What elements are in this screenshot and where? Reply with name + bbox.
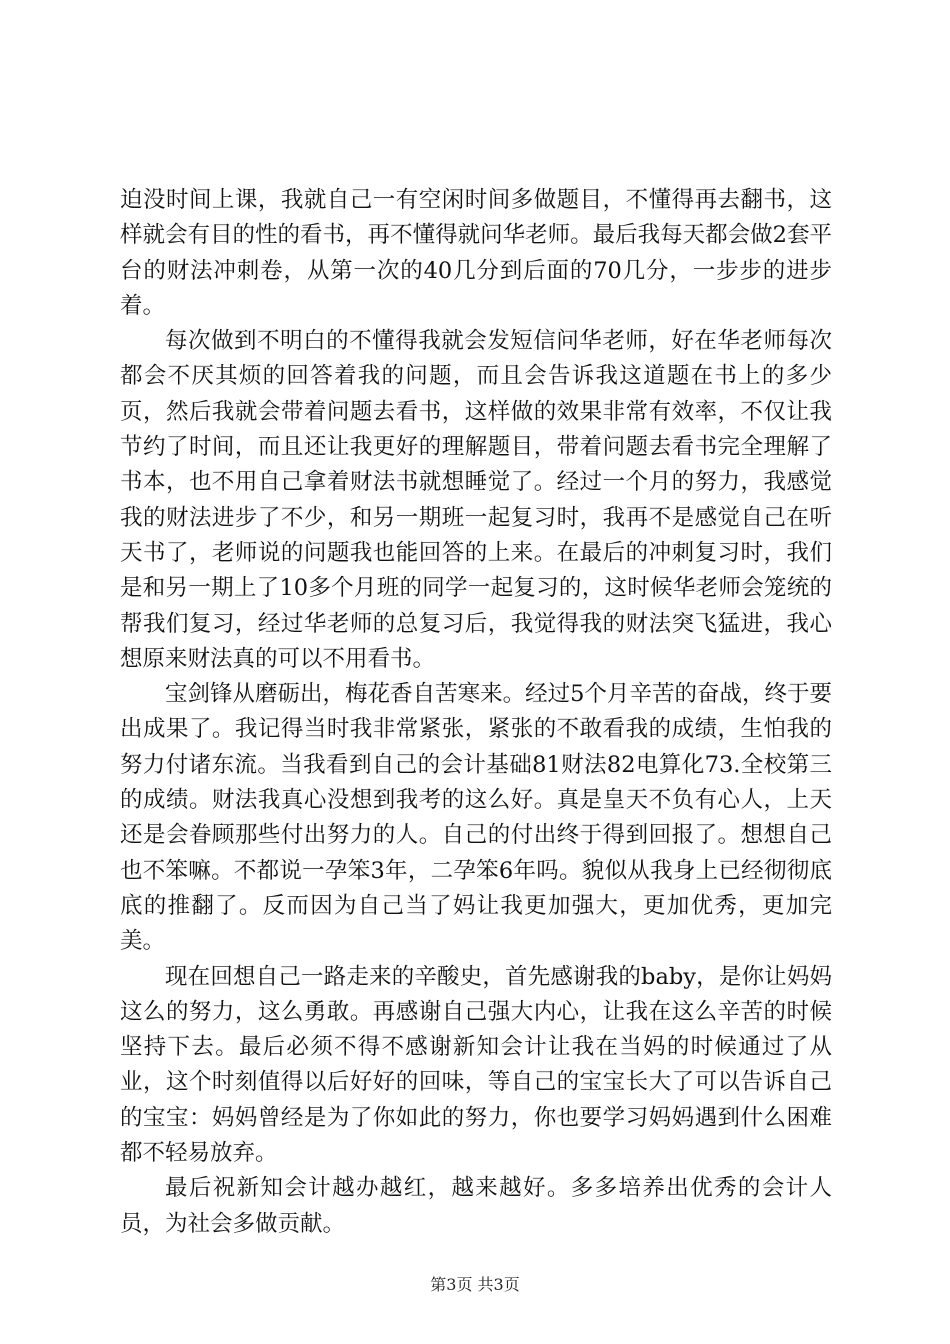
paragraph: 现在回想自己一路走来的辛酸史，首先感谢我的baby，是你让妈妈这么的努力，这么勇敢。再感谢自己强大内心，让我在这么辛苦的时候坚持下去。最后必须不得不感谢新知会计让我在当妈的时候通过了从业，这个时刻值得以后好好的回味，等自己的宝宝长大了可以告诉自己的宝宝：妈妈曾经是为了你如此的努力，你也要学习妈妈遇到什么困难都不轻易放弃。 — [120, 963, 832, 1167]
paragraph: 宝剑锋从磨砺出，梅花香自苦寒来。经过5个月辛苦的奋战，终于要出成果了。我记得当时我非常紧张，紧张的不敢看我的成绩，生怕我的努力付诸东流。当我看到自己的会计基础81财法82电算化73.全校第三的成绩。财法我真心没想到我考的这么好。真是皇天不负有心人，上天还是会眷顾那些付出努力的人。自己的付出终于得到回报了。想想自己也不笨嘛。不都说一孕笨3年，二孕笨6年吗。貌似从我身上已经彻彻底底的推翻了。反而因为自己当了妈让我更加强大，更加优秀，更加完美。 — [120, 681, 832, 955]
paragraph: 每次做到不明白的不懂得我就会发短信问华老师，好在华老师每次都会不厌其烦的回答着我的问题，而且会告诉我这道题在书上的多少页，然后我就会带着问题去看书，这样做的效果非常有效率，不仅让我节约了时间，而且还让我更好的理解题目，带着问题去看书完全理解了书本，也不用自己拿着财法书就想睡觉了。经过一个月的努力，我感觉我的财法进步了不少，和另一期班一起复习时，我再不是感觉自己在听天书了，老师说的问题我也能回答的上来。在最后的冲刺复习时，我们是和另一期上了10多个月班的同学一起复习的，这时候华老师会笼统的帮我们复习，经过华老师的总复习后，我觉得我的财法突飞猛进，我心想原来财法真的可以不用看书。 — [120, 328, 832, 672]
paragraph: 最后祝新知会计越办越红，越来越好。多多培养出优秀的会计人员，为社会多做贡献。 — [120, 1175, 832, 1237]
page-number-footer: 第3页 共3页 — [430, 1275, 520, 1294]
paragraph-continued: 迫没时间上课，我就自己一有空闲时间多做题目，不懂得再去翻书，这样就会有目的性的看书，再不懂得就问华老师。最后我每天都会做2套平台的财法冲刺卷，从第一次的40几分到后面的70几分，一步步的进步着。 — [120, 187, 832, 319]
document-body — [120, 183, 832, 1242]
